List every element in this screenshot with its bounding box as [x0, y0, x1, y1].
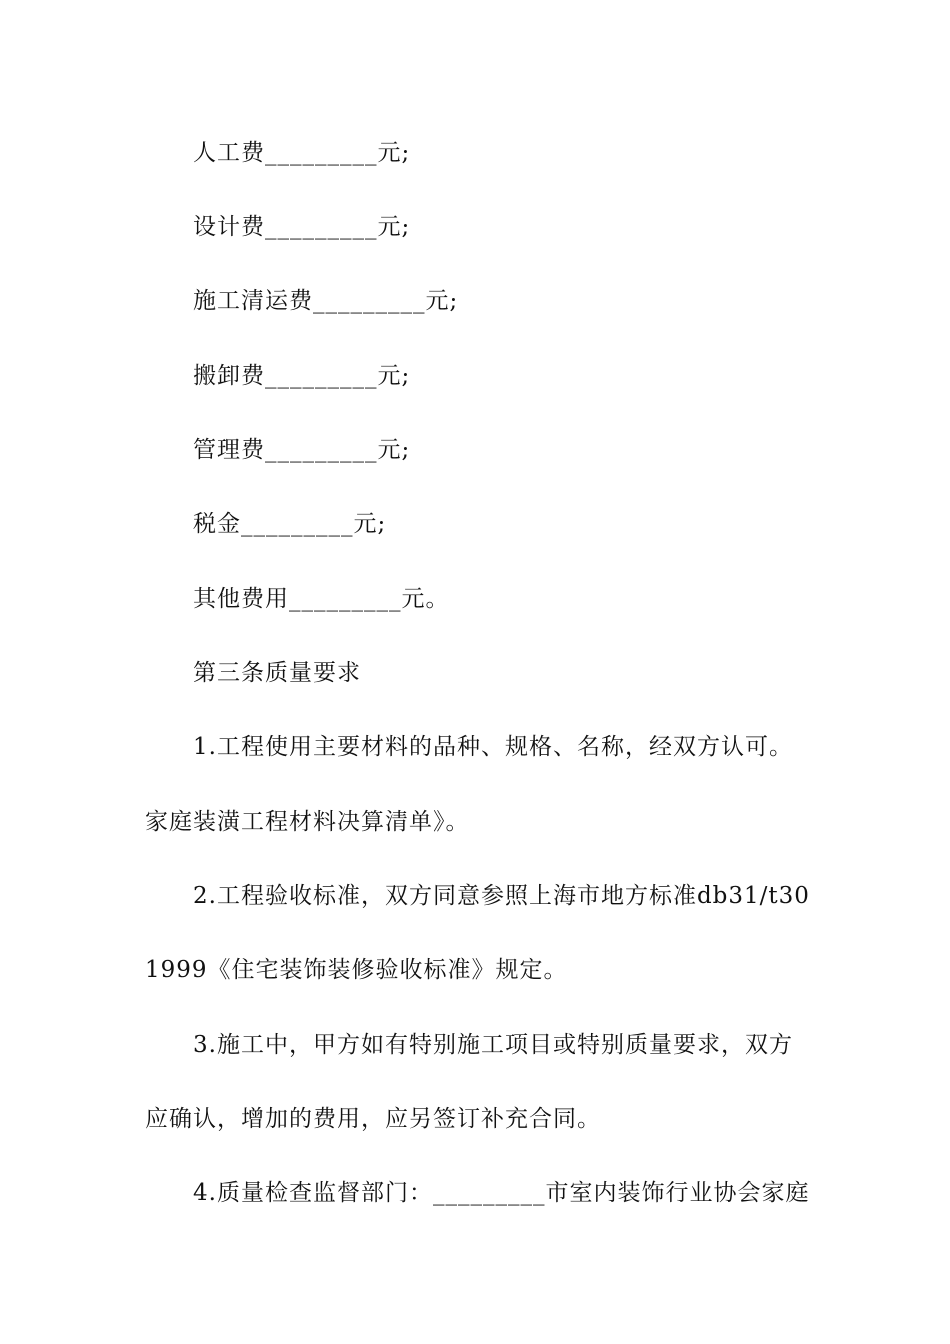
section-heading-quality: 第三条质量要求: [193, 660, 361, 686]
fee-cleanup: 施工清运费_________元;: [193, 288, 459, 314]
clause-1-continued: 家庭装潢工程材料决算清单》。: [145, 809, 470, 835]
fee-tax: 税金_________元;: [193, 511, 387, 537]
clause-3: 3.施工中，甲方如有特别施工项目或特别质量要求，双方: [193, 1032, 793, 1058]
fee-labor: 人工费_________元;: [193, 140, 411, 166]
fee-other: 其他费用_________元。: [193, 586, 450, 612]
clause-2: 2.工程验收标准，双方同意参照上海市地方标准db31/t30: [193, 883, 810, 909]
clause-4: 4.质量检查监督部门：_________市室内装饰行业协会家庭: [193, 1180, 810, 1206]
fee-management: 管理费_________元;: [193, 437, 411, 463]
fee-handling: 搬卸费_________元;: [193, 363, 411, 389]
clause-3-continued: 应确认，增加的费用，应另签订补充合同。: [145, 1106, 601, 1132]
clause-1: 1.工程使用主要材料的品种、规格、名称，经双方认可。: [193, 734, 793, 760]
fee-design: 设计费_________元;: [193, 214, 411, 240]
clause-2-continued: 1999《住宅装饰装修验收标准》规定。: [145, 957, 568, 983]
